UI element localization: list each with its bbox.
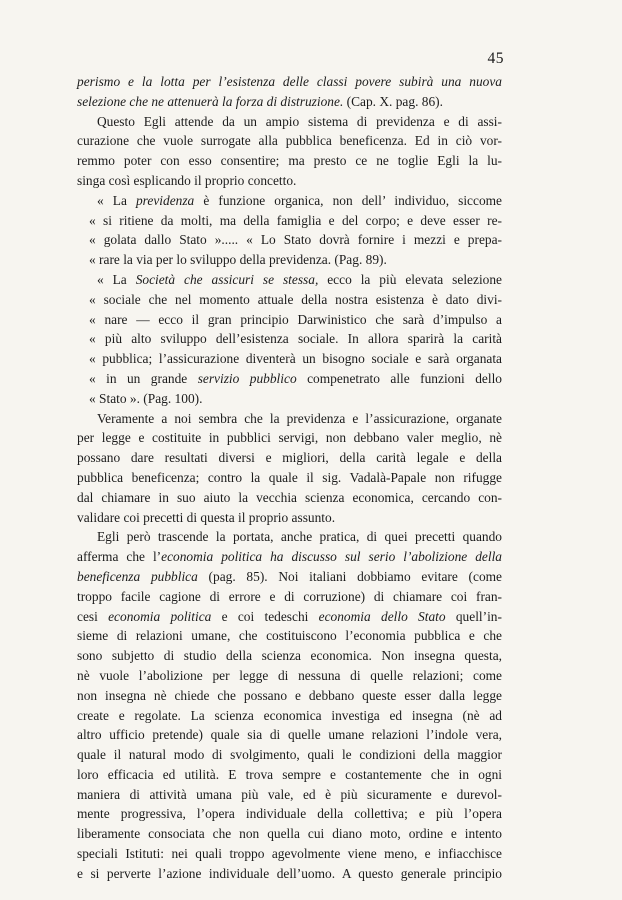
text-segment: quell’in- [445,608,502,624]
text-line [77,310,502,330]
body-text [77,72,502,884]
text-segment: e si perverte l’azione individuale dell’uomo. A questo generale principio [77,865,502,881]
text-segment: dal chiamare in suo aiuto la vecchia scienza economica, cercando con- [77,489,502,505]
text-line [77,488,502,508]
text-segment: (Cap. X. pag. 86). [343,93,443,109]
text-line [77,567,502,587]
text-line [77,686,502,706]
text-line [77,745,502,765]
text-segment: « golata dallo Stato »..... « Lo Stato dovrà fornire i mezzi e prepa- [89,232,502,248]
italic-text: previdenza [135,192,195,208]
text-segment: « Stato ». (Pag. 100). [89,390,203,406]
text-segment: nè vuole l’abolizione per legge di nessuna di quelle relazioni; come [77,667,502,683]
text-segment: « più alto sviluppo dell’esistenza sociale. In allora sparirà la carità [89,331,502,347]
italic-text: servizio pubblico [197,370,297,386]
italic-text: economia dello Stato [318,608,446,624]
text-line [77,706,502,726]
text-line [77,607,502,627]
text-segment: altro ufficio pretende) quale sia di quelle umane relazioni l’indole vera, [77,727,502,743]
text-segment: validare coi precetti di questa il proprio assunto. [77,509,336,525]
text-line [77,765,502,785]
text-segment: è funzione organica, non dell’ individuo, siccome [194,192,502,208]
text-segment: singa così esplicando il proprio concetto. [77,172,297,188]
text-segment: « La [97,192,136,208]
text-line [77,270,502,290]
text-line [77,824,502,844]
text-line [77,508,502,528]
text-line [77,428,502,448]
text-line [77,112,502,132]
text-line [77,626,502,646]
text-line [77,864,502,884]
text-segment: « in un grande [89,370,198,386]
text-line [77,785,502,805]
page-number: 45 [487,50,504,67]
text-line [77,527,502,547]
text-line [77,349,502,369]
text-line [77,211,502,231]
text-segment: e coi tedeschi [211,608,319,624]
text-line [77,389,502,409]
text-segment: remmo poter con esso consentire; ma presto ce ne toglie Egli la lu- [77,153,502,169]
text-line [77,409,502,429]
text-segment: sono subjetto di studio della scienza economica. Non insegna questa, [77,648,502,664]
text-line [77,587,502,607]
text-line [77,151,502,171]
text-segment: « La [97,271,136,287]
text-line [77,131,502,151]
italic-text: perismo e la lotta per l’esistenza delle classi povere subirà una nuova [77,74,502,89]
text-segment: cesi [77,608,109,624]
text-segment: troppo facile cagione di errore e di corruzione) di chiamare coi fran- [77,588,502,604]
text-segment: mente progressiva, l’opera individuale della collettiva; e più l’opera [77,806,502,822]
text-segment: « si ritiene da molti, ma della famiglia e del corpo; e deve esser re- [89,212,502,228]
text-segment: Questo Egli attende da un ampio sistema di previdenza e di assi- [97,113,502,129]
text-line [77,230,502,250]
italic-text: beneficenza pubblica [77,568,198,584]
text-line [77,171,502,191]
text-segment: possano dare resultati diversi e migliori, della carità legale e della [77,450,502,466]
text-line [77,646,502,666]
text-segment: « sociale che nel momento attuale della nostra esistenza è dato divi- [89,291,502,307]
text-segment: create e regolate. La scienza economica investiga ed insegna (nè ad [77,707,502,723]
text-segment: liberamente consociata che non quella cui diano moto, ordine e intento [77,826,502,842]
text-segment: « rare la via per lo sviluppo della previdenza. (Pag. 89). [89,252,387,268]
text-segment: Veramente a noi sembra che la previdenza e l’assicurazione, organate [97,410,502,426]
text-segment: maniera di attività umana più vale, ed è più sicuramente e durevol- [77,786,502,802]
text-segment: sieme di relazioni umane, che costituiscono l’economia pubblica e che [77,628,502,644]
text-line [77,804,502,824]
italic-text: economia politica [108,608,212,624]
text-segment: curazione che vuole surrogate alla pubblica beneficenza. Ed in ciò vor- [77,133,502,149]
text-line [77,468,502,488]
text-line [77,191,502,211]
text-line [77,448,502,468]
text-line [77,547,502,567]
text-line [77,250,502,270]
text-segment: speciali Istituti: nei quali troppo agevolmente viene meno, e infiacchisce [77,846,502,862]
text-segment: quale il natural modo di svolgimento, quali le condizioni della maggior [77,747,502,763]
text-segment: afferma che l’ [77,549,162,565]
text-line [77,666,502,686]
text-segment: per legge e costituite in pubblici servigi, non debbano valer meglio, nè [77,430,502,446]
text-segment: compenetrato alle funzioni dello [296,370,502,386]
text-line [77,369,502,389]
text-line [77,72,502,92]
text-segment: Egli però trascende la portata, anche pratica, di quei precetti quando [97,529,502,545]
text-segment: ecco la più elevata selezione [318,271,502,287]
text-line [77,725,502,745]
text-line [77,290,502,310]
italic-text: Società che assicuri se stessa, [135,271,319,287]
text-segment: pubblica beneficenza; contro la quale il sig. Vadalà-Papale non rifugge [77,469,502,485]
text-line [77,844,502,864]
text-segment: (pag. 85). Noi italiani dobbiamo evitare (come [197,568,502,584]
text-segment: « nare — ecco il gran principio Darwinistico che sarà d’impulso a [89,311,502,327]
text-segment: loro efficacia ed utilità. E trova sempre e costantemente che in ogni [77,766,502,782]
text-segment: non insegna nè chiede che possano e debbano queste esser dalla legge [77,687,502,703]
text-line [77,329,502,349]
italic-text: selezione che ne attenuerà la forza di distruzione. [77,93,344,109]
text-segment: « pubblica; l’assicurazione diventerà un bisogno sociale e sarà organata [89,351,502,367]
italic-text: economia politica ha discusso sul serio l’abolizione della [161,549,502,565]
text-line [77,92,502,112]
